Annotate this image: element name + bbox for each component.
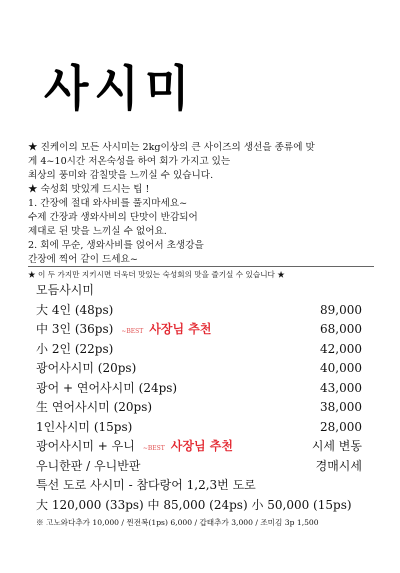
intro-line: ★ 진케이의 모든 사시미는 2kg이상의 큰 사이즈의 생선을 종류에 맞 xyxy=(28,142,315,153)
menu-heading: 모듬사시미 xyxy=(36,283,94,297)
menu-item-name: 大 4인 (48ps) xyxy=(36,302,114,317)
menu-item-price: 40,000 xyxy=(320,361,362,375)
intro-line: 제대로 된 맛을 느끼실 수 없어요. xyxy=(28,226,167,237)
section-divider xyxy=(28,266,374,267)
menu-item-price: 경매시세 xyxy=(315,458,362,473)
menu-item xyxy=(36,398,366,418)
extras-footnote: ※ 고노와다추가 10,000 / 찐전복(1ps) 6,000 / 갑태추가 3,000 / 조미김 3p 1,500 xyxy=(36,518,319,527)
menu-item xyxy=(36,437,366,457)
menu-item-name: 광어사시미 (20ps) xyxy=(36,361,137,375)
menu-item-price: 42,000 xyxy=(320,341,362,356)
menu-item-price: 68,000 xyxy=(320,322,362,336)
menu-item-name: 中 3인 (36ps) xyxy=(36,322,114,336)
menu-item-name: 우니한판 / 우니반판 xyxy=(36,458,141,473)
menu-item-name: 1인사시미 (15ps) xyxy=(36,419,133,434)
intro-line: 간장에 찍어 같이 드세요~ xyxy=(28,254,138,265)
menu-item-price: 시세 변동 xyxy=(311,439,362,453)
menu-item-price: 38,000 xyxy=(320,400,362,414)
special-item: 특선 도로 사시미 - 참다랑어 1,2,3번 도로 xyxy=(36,478,256,492)
menu-item xyxy=(36,457,366,477)
intro-line: 수제 간장과 생와사비의 단맛이 반감되어 xyxy=(28,212,198,223)
menu-item xyxy=(36,340,366,360)
menu-item-name: 광어사시미 + 우니 xyxy=(36,439,135,453)
menu-item-name: 小 2인 (22ps) xyxy=(36,341,114,356)
recommend-badge xyxy=(143,437,233,459)
menu-item-name: 광어 + 연어사시미 (24ps) xyxy=(36,380,178,395)
menu-item xyxy=(36,379,366,399)
intro-line: 2. 회에 무순, 생와사비를 얹어서 초생강을 xyxy=(28,240,204,251)
recommend-badge-small: ~BEST xyxy=(121,328,144,335)
intro-line: ★ 숙성회 맛있게 드시는 팁 ! xyxy=(28,184,150,195)
menu-item-name: 生 연어사시미 (20ps) xyxy=(36,400,153,414)
sashimi-menu xyxy=(36,281,366,531)
intro-note: ★ 이 두 가지만 지키시면 더욱더 맛있는 숙성회의 맛을 즐기실 수 있습니다 ★ xyxy=(28,270,285,279)
recommend-badge-text: 사장님 추천 xyxy=(149,322,212,336)
menu-item-price: 89,000 xyxy=(320,302,362,317)
page-title: 사시미 xyxy=(44,59,196,117)
recommend-badge-text: 사장님 추천 xyxy=(170,439,233,453)
menu-item xyxy=(36,301,366,321)
recommend-badge xyxy=(121,320,211,342)
recommend-badge-small: ~BEST xyxy=(142,445,165,452)
intro-line: 최상의 풍미와 감칠맛을 느끼실 수 있습니다. xyxy=(28,170,214,181)
special-sizes: 大 120,000 (33ps) 中 85,000 (24ps) 小 50,000 (15ps) xyxy=(36,497,352,512)
intro-text xyxy=(28,141,315,282)
intro-line: 1. 간장에 절대 와사비를 풀지마세요~ xyxy=(28,198,188,209)
menu-item xyxy=(36,418,366,438)
menu-item xyxy=(36,359,366,379)
menu-item-price: 28,000 xyxy=(320,419,362,434)
menu-item-price: 43,000 xyxy=(320,380,362,395)
intro-line: 게 4~10시간 저온숙성을 하여 회가 가지고 있는 xyxy=(28,156,231,167)
menu-item xyxy=(36,320,366,340)
